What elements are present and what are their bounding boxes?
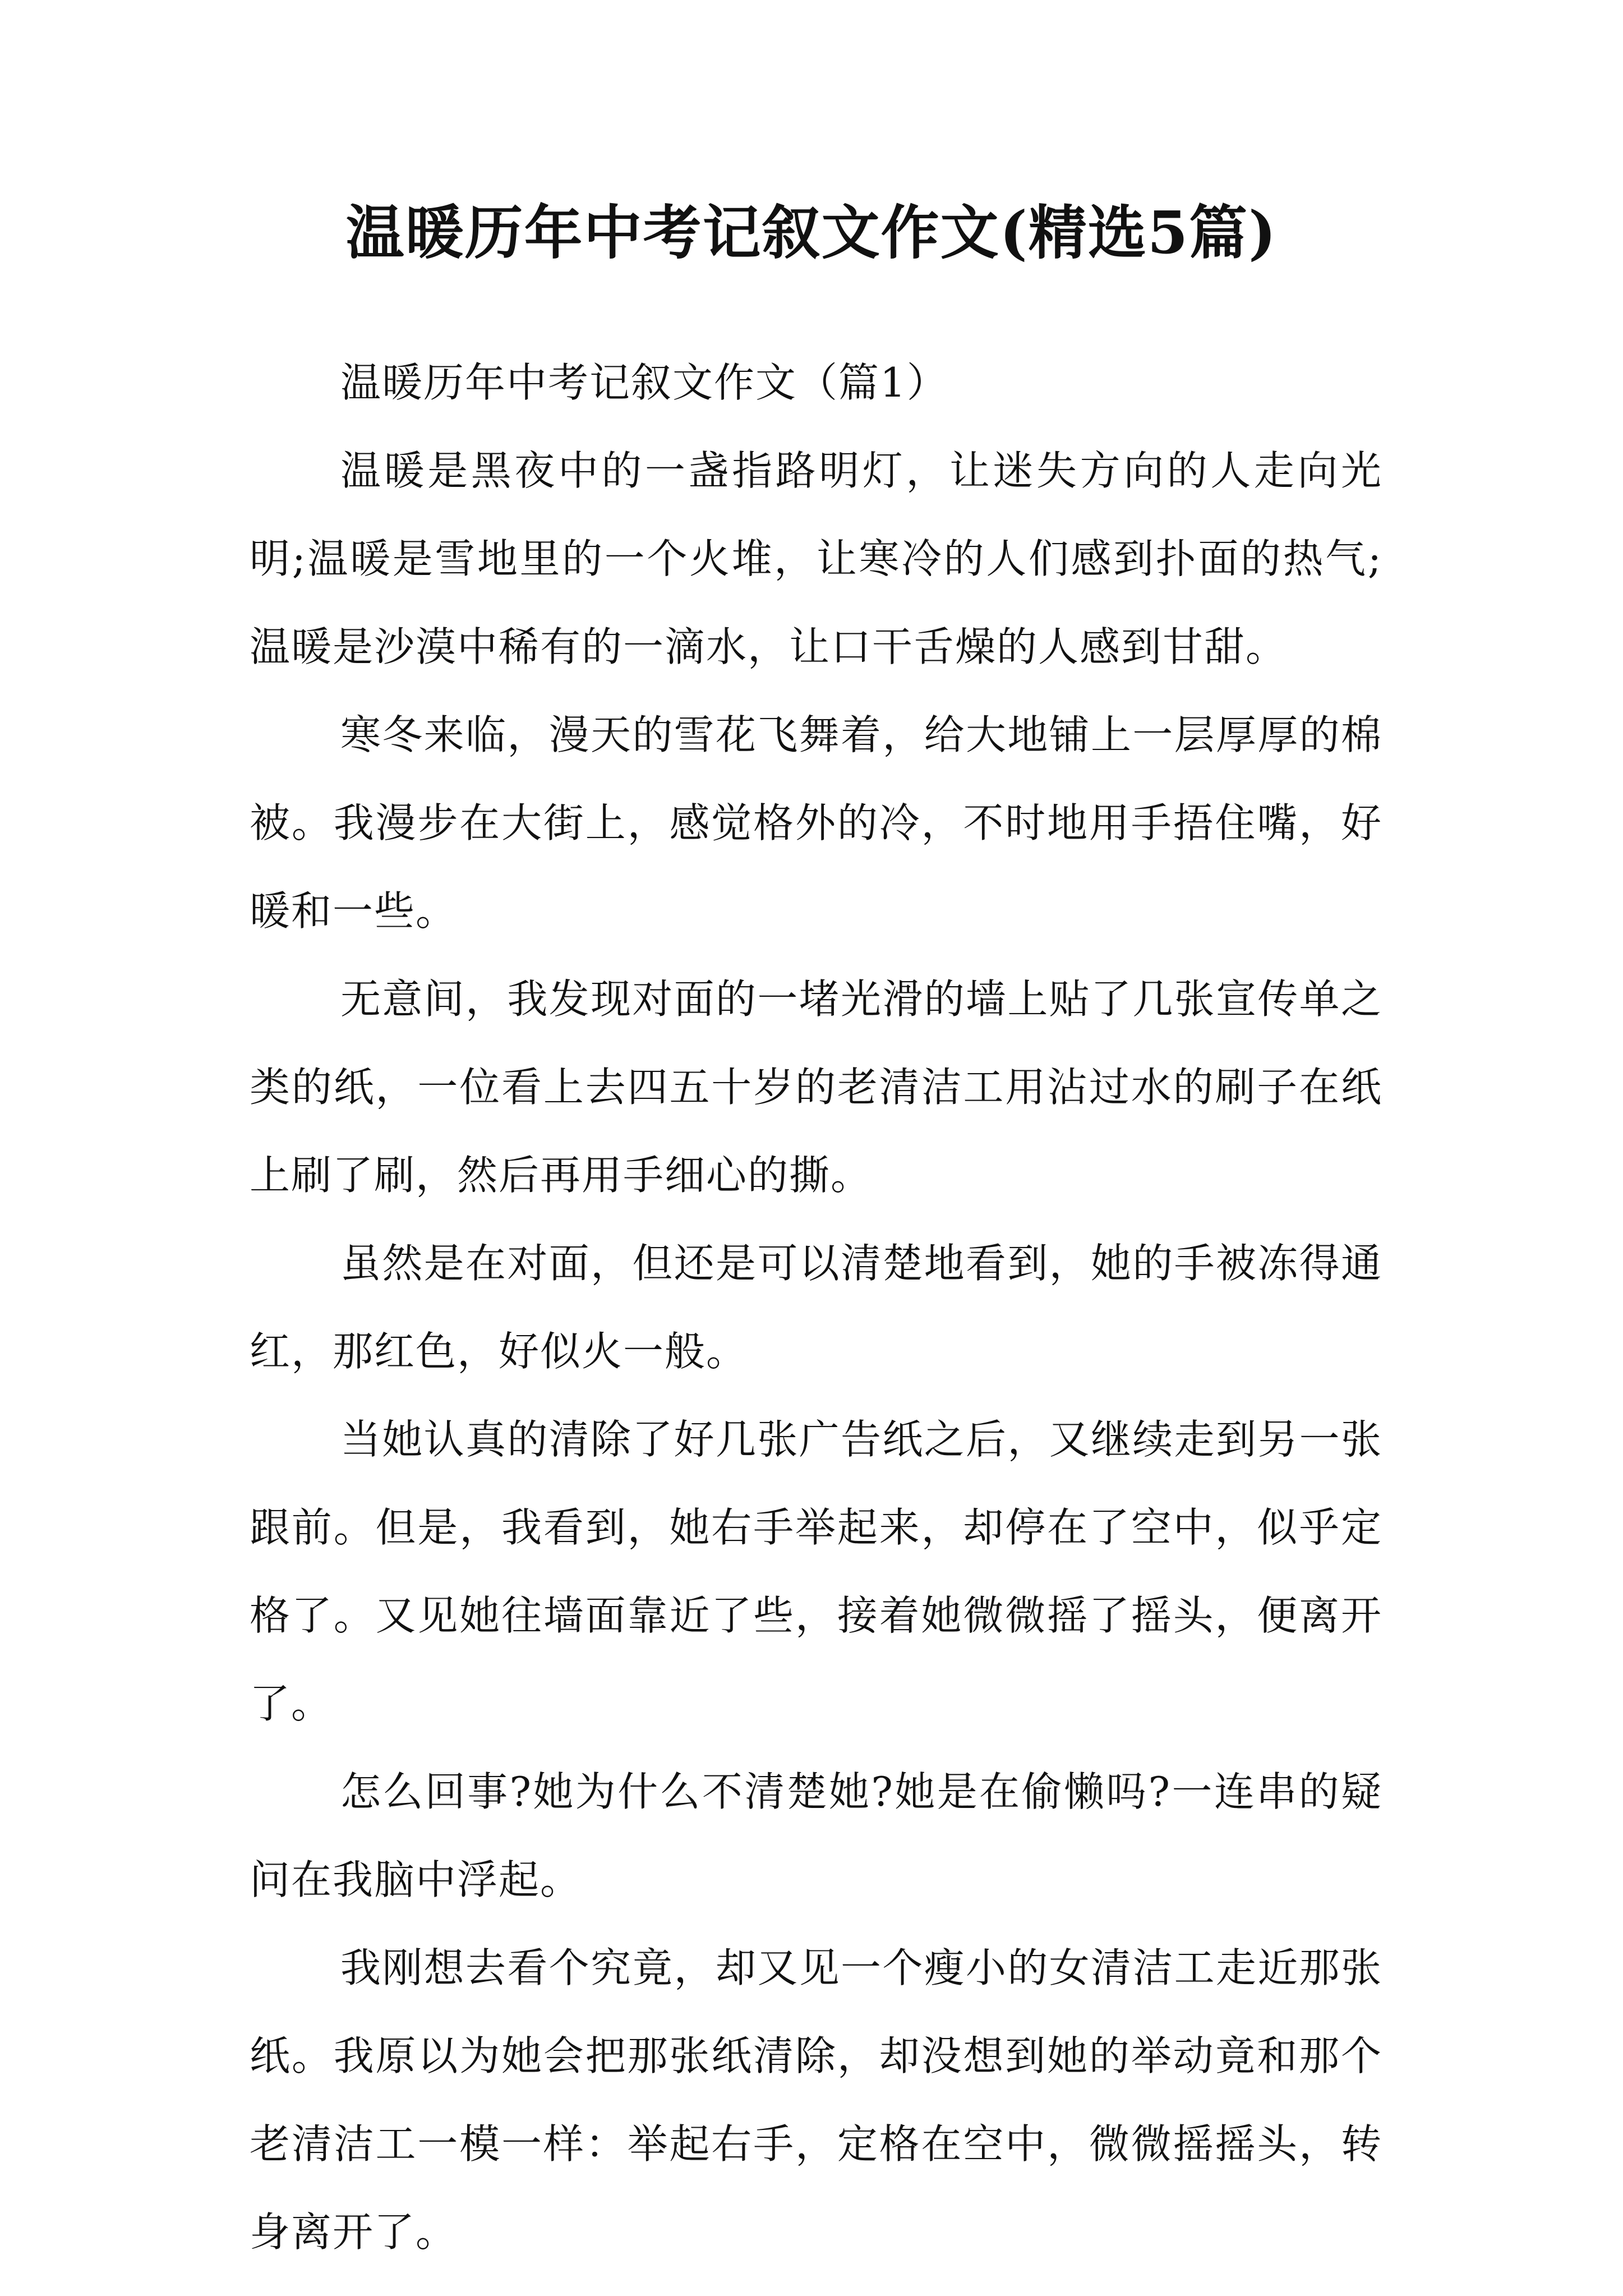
- document-title: 温暖历年中考记叙文作文(精选5篇): [345, 198, 1278, 267]
- paragraph: 寒冬来临，漫天的雪花飞舞着，给大地铺上一层厚厚的棉被。我漫步在大街上，感觉格外的冷，不时地用手捂住嘴，好暖和一些。: [250, 711, 1382, 935]
- paragraph: 无意间，我发现对面的一堵光滑的墙上贴了几张宣传单之类的纸，一位看上去四五十岁的老清洁工用沾过水的刷子在纸上刷了刷，然后再用手细心的撕。: [250, 976, 1382, 1199]
- paragraph: 当她认真的清除了好几张广告纸之后，又继续走到另一张跟前。但是，我看到，她右手举起来，却停在了空中，似乎定格了。又见她往墙面靠近了些，接着她微微摇了摇头，便离开了。: [250, 1416, 1382, 1727]
- paragraph: 怎么回事?她为什么不清楚她?她是在偷懒吗?一连串的疑问在我脑中浮起。: [250, 1768, 1382, 1903]
- paragraph: 虽然是在对面，但还是可以清楚地看到，她的手被冻得通红，那红色，好似火一般。: [250, 1240, 1382, 1375]
- section-heading: 温暖历年中考记叙文作文（篇1）: [340, 359, 948, 406]
- paragraph: 我刚想去看个究竟，却又见一个瘦小的女清洁工走近那张纸。我原以为她会把那张纸清除，却没想到她的举动竟和那个老清洁工一模一样：举起右手，定格在空中，微微摇摇头，转身离开了。: [250, 1944, 1382, 2256]
- document-body: [250, 339, 1382, 2276]
- paragraph: 温暖是黑夜中的一盏指路明灯，让迷失方向的人走向光明;温暖是雪地里的一个火堆，让寒冷的人们感到扑面的热气;温暖是沙漠中稀有的一滴水，让口干舌燥的人感到甘甜。: [250, 447, 1382, 670]
